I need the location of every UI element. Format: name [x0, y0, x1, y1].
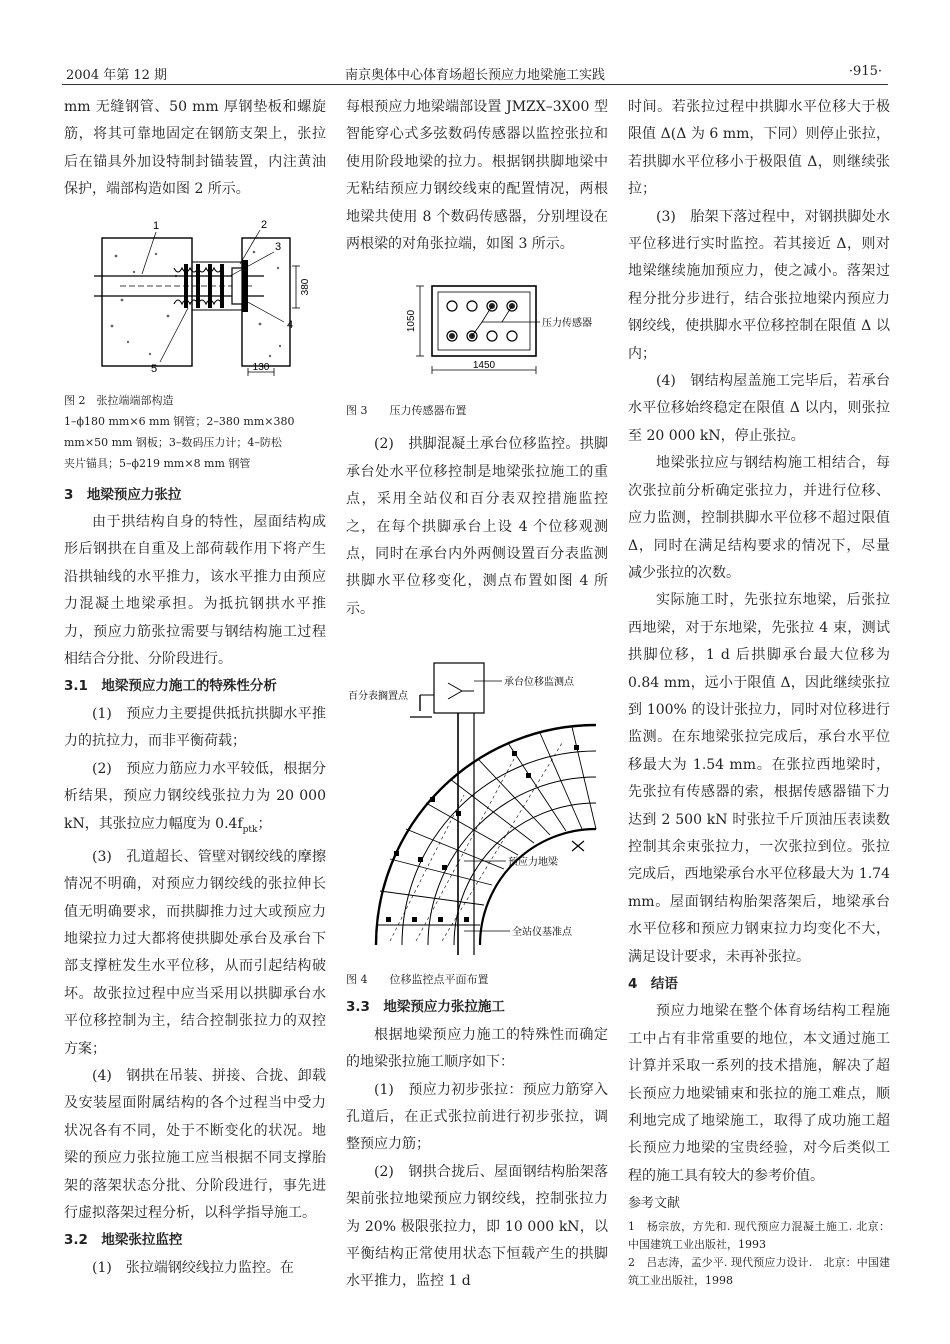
- dim-label: 1050: [406, 310, 417, 333]
- reference-item: 1 杨宗放，方先和. 现代预应力混凝土施工. 北京：中国建筑工业出版社，1993: [628, 1219, 890, 1251]
- column-3: [628, 94, 890, 1290]
- figure-3-caption: 图 3 压力传感器布置: [346, 404, 467, 418]
- column-1: [64, 94, 326, 1282]
- paragraph: (4) 钢拱在吊装、拼接、合拢、卸载及安装屋面附属结构的各个过程当中受力状况各有不同，处于不断变化的状况。地梁的预应力张拉施工应当根据不同支撑胎架的落架状态分批、分阶段进行，事先进行虚拟落架过程分析，以科学指导施工。: [64, 1067, 326, 1221]
- figure-2-title: 图 2 张拉端端部构造: [64, 393, 174, 407]
- figure-2-anchor-detail: [64, 216, 326, 386]
- paragraph-end: ；: [257, 815, 272, 832]
- paragraph: (3) 胎架下落过程中，对钢拱脚处水平位移进行实时监控。若其接近 Δ，则对地梁继续施加预应力，使之减小。落架过程分批分步进行，结合张拉地梁内预应力钢绞线，使拱脚水平位移控制在限值 Δ 以内；: [628, 208, 890, 362]
- callout-label: 1: [152, 219, 160, 232]
- subscript: ptk: [242, 824, 258, 835]
- callout-label: 4: [286, 318, 294, 331]
- dim-label: 130: [252, 361, 270, 373]
- figure-3-sensor-layout: [346, 280, 608, 398]
- paragraph: (4) 钢结构屋盖施工完毕后，若承台水平位移始终稳定在限值 Δ 以内，则张拉至 20 000 kN，停止张拉。: [628, 373, 890, 444]
- paragraph-text: (2) 预应力筋应力水平较低，根据分析结果，预应力钢绞线张拉力为 20 000 kN，其张拉应力幅度为 0.4f: [64, 760, 326, 832]
- figure-label: 全站仪基准点: [512, 927, 572, 939]
- subsection-heading: 3.3 地梁预应力张拉施工: [346, 999, 505, 1016]
- subsection-heading: 3.1 地梁预应力施工的特殊性分析: [64, 678, 277, 695]
- paragraph: 地梁张拉应与钢结构施工相结合，每次张拉前分析确定张拉力，并进行位移、应力监测，控制拱脚水平位移不超过限值 Δ，同时在满足结构要求的情况下，尽量减少张拉的次数。: [628, 455, 890, 581]
- paragraph: (1) 预应力主要提供抵抗拱脚水平推力的抗拉力，而非平衡荷载；: [64, 705, 326, 750]
- figure-2-caption: 1–ϕ180 mm×6 mm 钢管；2–380 mm×380: [64, 414, 295, 428]
- journal-issue: 2004 年第 12 期: [66, 68, 168, 83]
- figure-4-caption: 图 4 位移监控点平面布置: [346, 973, 489, 987]
- paragraph: 根据地梁预应力施工的特殊性而确定的地梁张拉施工顺序如下：: [346, 1026, 608, 1071]
- sensor-label: 压力传感器: [542, 318, 592, 330]
- section-heading: 3 地梁预应力张拉: [64, 486, 182, 503]
- figure-2-caption: 夹片锚具；5–ϕ219 mm×8 mm 钢管: [64, 456, 251, 470]
- callout-label: 2: [260, 218, 268, 231]
- callout-label: 5: [150, 362, 158, 375]
- dim-label: 380: [300, 278, 311, 295]
- paragraph: mm 无缝钢管、50 mm 厚钢垫板和螺旋筋，将其可靠地固定在钢筋支架上，张拉后在锚具外加设特制封锚装置，内注黄油保护，端部构造如图 2 所示。: [64, 99, 326, 198]
- paragraph: (2) 钢拱合拢后、屋面钢结构胎架落架前张拉地梁预应力钢绞线，控制张拉力为 20% 极限张拉力，即 10 000 kN，以平衡结构正常使用状态下恒载产生的拱脚水平推力，监控 1 d: [346, 1163, 608, 1290]
- paragraph: 每根预应力地梁端部设置 JMZX–3X00 型智能穿心式多弦数码传感器以监控张拉和使用阶段地梁的拉力。根据钢拱脚地梁中无粘结预应力钢绞线束的配置情况，两根地梁共使用 8 个数码传感器，分别埋设在两根梁的对角张拉端，如图 3 所示。: [346, 99, 608, 253]
- figure-label: 预应力地梁: [508, 857, 558, 869]
- running-title: 南京奥体中心体育场超长预应力地梁施工实践: [344, 68, 605, 83]
- paragraph: (2) 拱脚混凝土承台位移监控。拱脚承台处水平位移控制是地梁张拉施工的重点，采用全站仪和百分表双控措施监控之，在每个拱脚承台上设 4 个位移观测点，同时在承台内外两侧设置百分表监测拱脚水平位移变化，测点布置如图 4 所示。: [346, 436, 608, 617]
- column-2: [346, 94, 608, 1296]
- subsection-heading: 3.2 地梁张拉监控: [64, 1232, 183, 1249]
- callout-label: 3: [274, 240, 282, 253]
- paragraph: (3) 孔道超长、管壁对钢绞线的摩擦情况不明确，对预应力钢绞线的张拉伸长值无明确要求，而拱脚推力过大或预应力地梁拉力过大都将使拱脚处承台及承台下部支撑桩发生水平位移，从而引起结构破坏。故张拉过程中应当采用以拱脚承台水平位移控制为主，结合控制张拉力的双控方案；: [64, 848, 326, 1057]
- paragraph: 实际施工时，先张拉东地梁，后张拉西地梁，对于东地梁，先张拉 4 束，测试拱脚位移，1 d 后拱脚承台最大位移为 0.84 mm，远小于限值 Δ，因此继续张拉到 100% 的设计张拉力，同时对位移进行监测。在东地梁张拉完成后，承台水平位移最大为 1.54 mm。在张拉西地梁时，先张拉有传感器的索，根据传感器锚下力达到 2 500 kN 时张拉千斤顶油压表读数控制其余束张拉力，一次张拉到位。张拉完成后，西地梁承台水平位移最大为 1.74 mm。屋面钢结构胎架落架后，地梁承台水平位移和预应力钢束拉力均变化不大，满足设计要求，未再补张拉。: [628, 592, 890, 965]
- dim-label: 1450: [472, 360, 496, 372]
- paragraph: 时间。若张拉过程中拱脚水平位移大于极限值 Δ(Δ 为 6 mm，下同）则停止张拉，若拱脚水平位移小于极限值 Δ，则继续张拉；: [628, 99, 890, 198]
- paragraph: (1) 张拉端钢绞线拉力监控。在: [92, 1259, 294, 1276]
- figure-label: 承台位移监测点: [504, 677, 574, 689]
- paragraph: [64, 756, 326, 844]
- paragraph: (1) 预应力初步张拉：预应力筋穿入孔道后，在正式张拉前进行初步张拉，调整预应力筋；: [346, 1081, 608, 1153]
- figure-label: 百分表搁置点: [348, 691, 408, 703]
- figure-2-caption: mm×50 mm 钢板；3–数码压力计；4–防松: [64, 435, 282, 449]
- figure-4-monitoring-layout: [346, 655, 608, 969]
- references-heading: 参考文献: [628, 1196, 681, 1212]
- reference-item: 2 吕志涛，孟少平. 现代预应力设计. 北京：中国建筑工业出版社，1998: [628, 1255, 890, 1287]
- paragraph: 由于拱结构自身的特性，屋面结构成形后钢拱在自重及上部荷载作用下将产生沿拱轴线的水平推力，该水平推力由预应力混凝土地梁承担。为抵抗钢拱水平推力，预应力筋张拉需要与钢结构施工过程相结合分批、分阶段进行。: [64, 514, 326, 668]
- paragraph: 预应力地梁在整个体育场结构工程施工中占有非常重要的地位，本文通过施工计算并采取一系列的技术措施，解决了超长预应力地梁铺束和张拉的施工难点，顺利地完成了地梁施工，取得了成功施工超长预应力地梁的宝贵经验，对今后类似工程的施工具有较大的参考价值。: [628, 1003, 890, 1184]
- section-heading: 4 结语: [628, 976, 678, 992]
- page-number: ·915·: [848, 64, 882, 79]
- header-rule: [62, 84, 888, 85]
